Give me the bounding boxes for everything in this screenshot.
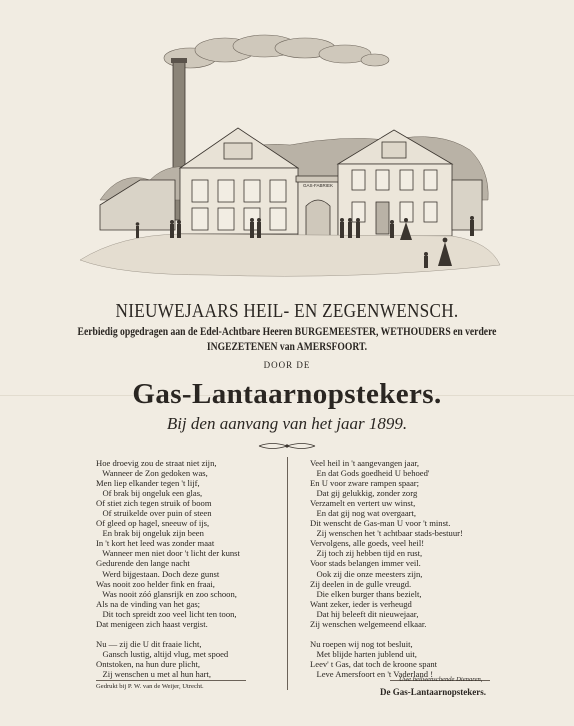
page-title: NIEUWEJAARS HEIL- EN ZEGENWENSCH. bbox=[115, 300, 459, 322]
poem-line: Men liep elkander tegen 't lijf, bbox=[96, 478, 200, 489]
ground bbox=[80, 234, 500, 276]
poem-line: Leve Amersfoort en 't Vaderland ! bbox=[310, 668, 434, 679]
poem-line: Die elken burger thans bezielt, bbox=[310, 588, 422, 599]
poem-line: Dat menigeen zich haast vergist. bbox=[96, 618, 208, 629]
poem-line: Voor stads belangen immer veil. bbox=[310, 558, 421, 569]
poem-line: Want zeker, ieder is verheugd bbox=[310, 598, 412, 609]
signature-line-2: De Gas-Lantaarnopstekers. bbox=[380, 687, 486, 697]
main-heading: Gas-Lantaarnopstekers. bbox=[132, 378, 442, 410]
poem-line: Gansch lustig, altijd vlug, met spoed bbox=[96, 648, 229, 659]
poem-line: Zij wenschen u met al hun hart, bbox=[96, 668, 212, 679]
poem-line: Ook zij die onze meesters zijn, bbox=[310, 568, 423, 579]
poem-line: Vervolgens, alle goeds, veel heil! bbox=[310, 538, 425, 549]
poem-line: Met blijde harten jublend uit, bbox=[310, 648, 417, 659]
smoke-cloud bbox=[164, 35, 389, 68]
poem-line: Wanneer de Zon gedoken was, bbox=[96, 468, 208, 479]
main-building bbox=[180, 128, 298, 234]
poem-line: Zij deelen in de gulle vreugd. bbox=[310, 578, 412, 589]
poem-line: Was nooit zóó glansrijk en zoo schoon, bbox=[96, 588, 237, 599]
subtitle: Bij den aanvang van het jaar 1899. bbox=[166, 414, 408, 433]
printer-rule bbox=[96, 680, 246, 681]
poem-line: Hoe droevig zou de straat niet zijn, bbox=[96, 458, 217, 468]
poem-line: Nu — zij die U dit fraaie licht, bbox=[96, 638, 202, 649]
poem-line: Zij wenschen welgemeend elkaar. bbox=[310, 618, 427, 629]
poem-line: En brak bij ongeluk zijn been bbox=[96, 528, 204, 539]
poem-line: Gedurende den lange nacht bbox=[96, 558, 190, 569]
poem-line: Leev' t Gas, dat toch de kroone spant bbox=[310, 658, 438, 669]
poem-line: Dit wenscht de Gas-man U voor 't minst. bbox=[310, 518, 451, 529]
poem-line: Veel heil in 't aangevangen jaar, bbox=[310, 458, 420, 468]
poem-line: Dat gij gelukkig, zonder zorg bbox=[310, 488, 418, 499]
poem-left-column bbox=[96, 458, 240, 679]
poem-line bbox=[96, 629, 240, 639]
poem-line: Of struikelde over puin of steen bbox=[96, 508, 212, 519]
poem-line: Of gleed op hagel, sneeuw of ijs, bbox=[96, 518, 210, 529]
signature-line-1: Uwe heilwenschende Dienaren, bbox=[399, 676, 483, 683]
ornament-divider bbox=[257, 441, 317, 451]
column-divider bbox=[287, 457, 288, 690]
poem-line: Nu roepen wij nog tot besluit, bbox=[310, 638, 413, 649]
dedication-line-1: Eerbiedig opgedragen aan de Edel-Achtbare Heeren BURGEMEESTER, WETHOUDERS en verdere bbox=[77, 326, 497, 338]
poem-line: Dat hij beleeft dit nieuwejaar, bbox=[310, 608, 419, 619]
poem-line: Verzamelt en vertert uw winst, bbox=[310, 498, 416, 509]
poem-line: Was nooit zoo helder fink en fraai, bbox=[96, 578, 215, 589]
poem-line: Als na de vinding van het gas; bbox=[96, 598, 201, 609]
poem-line: Werd bijgestaan. Doch deze gunst bbox=[96, 568, 220, 579]
poem-line bbox=[310, 629, 463, 639]
poem-line: Of stiet zich tegen struik of boom bbox=[96, 498, 212, 509]
door-de-label: DOOR DE bbox=[263, 360, 311, 370]
poem-line: In 't kort het leed was zonder maat bbox=[96, 538, 215, 549]
poem-line: En dat gij nog wat overgaart, bbox=[310, 508, 417, 519]
poem-line: En dat Gods goedheid U behoed' bbox=[310, 468, 430, 479]
building-sign: GAS-FABRIEK bbox=[302, 183, 334, 188]
poem-line: Of brak bij ongeluk een glas, bbox=[96, 488, 203, 499]
printer-imprint: Gedrukt bij P. W. van de Weijer, Utrecht. bbox=[96, 683, 204, 690]
right-wall bbox=[452, 180, 482, 230]
gas-factory-illustration bbox=[60, 30, 520, 290]
poem-line: Wanneer men niet door 't licht der kunst bbox=[96, 548, 240, 559]
poem-line: Ontstoken, na hun dure plicht, bbox=[96, 658, 201, 669]
poem-line: En U voor zware rampen spaar; bbox=[310, 478, 420, 489]
poem-line: Dit toch spreidt zoo veel licht ten toon, bbox=[96, 608, 237, 619]
dedication-line-2: INGEZETENEN van AMERSFOORT. bbox=[206, 341, 368, 353]
poem-line: Zij toch zij hebben tijd en rust, bbox=[310, 548, 423, 559]
poem-right-column bbox=[310, 458, 463, 679]
poem-line: Zij wenschen het 't achtbaar stads-bestuur! bbox=[310, 528, 463, 539]
